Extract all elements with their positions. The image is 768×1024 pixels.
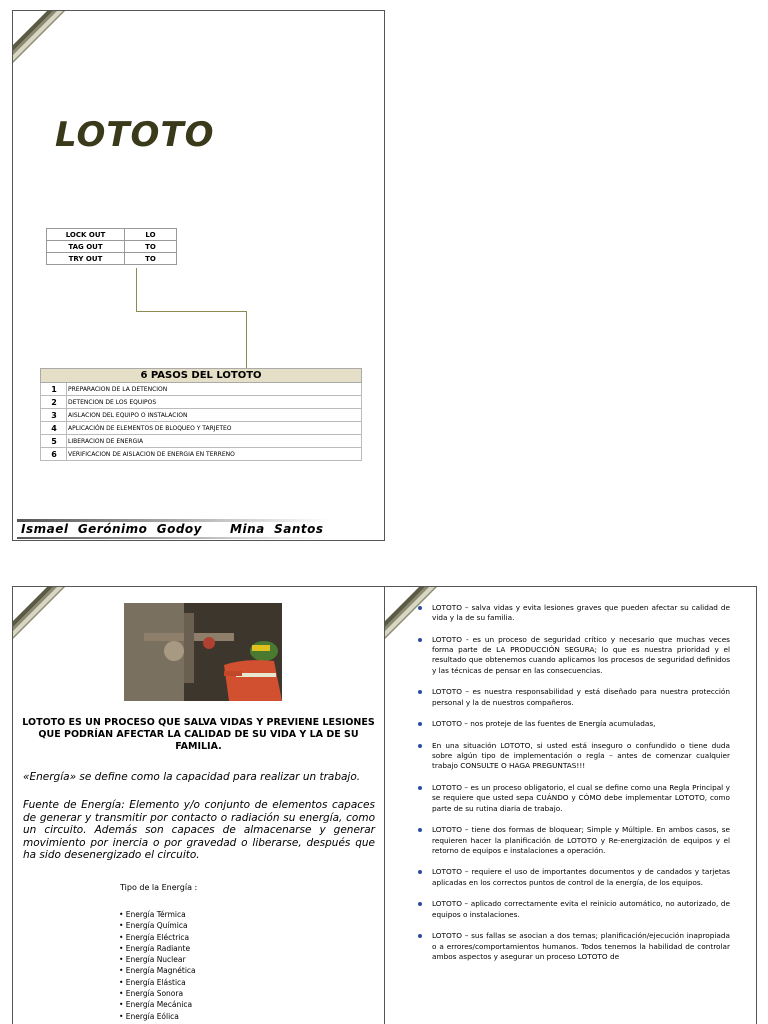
list-item: • Energía Sonora bbox=[119, 989, 184, 999]
lo-term: TRY OUT bbox=[47, 253, 125, 265]
table-row bbox=[41, 435, 362, 448]
connector-line bbox=[246, 311, 247, 368]
list-item: LOTOTO – tiene dos formas de bloquear; Simple y Múltiple. En ambos casos, se requieren hacer la planificación de LOTOTO y Re-energización de equipos y el retorno de equipos e instalaciones a operación. bbox=[432, 825, 730, 855]
connector-line bbox=[136, 268, 137, 312]
step-number: 5 bbox=[41, 435, 67, 448]
list-item: En una situación LOTOTO, si usted está inseguro o confundido o tiene duda sobre algún tipo de implementación o regla – antes de comenzar cualquier trabajo CONSULTE O HAGA PREGUNTAS!!! bbox=[432, 740, 730, 771]
lo-term: LOCK OUT bbox=[47, 229, 125, 241]
author-line: Ismael Gerónimo Godoy Mina Santos bbox=[21, 522, 324, 536]
list-item: LOTOTO – aplicado correctamente evita el reinicio automático, no autorizado, de equipos o instalaciones. bbox=[432, 899, 730, 919]
step-number: 2 bbox=[41, 396, 67, 409]
list-item: LOTOTO – es nuestra responsabilidad y está diseñado para nuestra protección personal y la de nuestros compañeros. bbox=[432, 687, 730, 707]
step-text: LIBERACION DE ENERGIA bbox=[67, 435, 362, 448]
steps-table bbox=[40, 368, 362, 461]
list-item: • Energía Química bbox=[119, 921, 188, 931]
steps-title: 6 PASOS DEL LOTOTO bbox=[41, 369, 362, 383]
list-item: • Energía Eólica bbox=[119, 1011, 179, 1021]
list-item: • Energía Radiante bbox=[119, 943, 191, 953]
connector-line bbox=[136, 311, 247, 312]
step-text: AISLACION DEL EQUIPO O INSTALACION bbox=[67, 409, 362, 422]
list-item: LOTOTO – sus fallas se asocian a dos temas; planificación/ejecución inapropiada o a errores/comportamientos humanos. Todos tenemos la habilidad de controlar ambos aspectos y asegurar un proceso LOTOTO de bbox=[432, 931, 730, 961]
lo-abbr: TO bbox=[125, 241, 177, 253]
table-row bbox=[41, 422, 362, 435]
photo-illustration-icon bbox=[124, 603, 282, 701]
list-item: LOTOTO – es un proceso obligatorio, el cual se define como una Regla Principal y se requiere que usted sepa CUÁNDO y CÓMO debe implementar LOTOTO, como parte de su rutina diaria de trabajo. bbox=[432, 783, 730, 813]
slide-2 bbox=[12, 586, 385, 1024]
step-number: 4 bbox=[41, 422, 67, 435]
table-row bbox=[41, 396, 362, 409]
table-row bbox=[41, 409, 362, 422]
list-item: • Energía Magnética bbox=[119, 966, 196, 976]
step-text: PREPARACION DE LA DETENCION bbox=[67, 383, 362, 396]
lo-abbr: LO bbox=[125, 229, 177, 241]
corner-decoration-icon bbox=[13, 587, 73, 647]
slide-title: LOTOTO bbox=[55, 115, 215, 155]
table-row bbox=[47, 229, 177, 241]
table-row bbox=[47, 241, 177, 253]
list-item: • Energía Nuclear bbox=[119, 955, 186, 965]
energy-types-list bbox=[119, 909, 196, 1022]
slide-heading: LOTOTO ES UN PROCESO QUE SALVA VIDAS Y PREVIENE LESIONES QUE PODRÍAN AFECTAR LA CALIDAD DE SU VIDA Y LA DE SU FAMILIA. bbox=[22, 717, 375, 752]
list-item: • Energía Térmica bbox=[119, 910, 186, 919]
energy-definition: «Energía» se define como la capacidad para realizar un trabajo. bbox=[23, 771, 361, 783]
list-item: • Energía Mecánica bbox=[119, 1000, 193, 1010]
slide-3 bbox=[384, 586, 757, 1024]
energy-types-title: Tipo de la Energía : bbox=[120, 883, 198, 892]
step-number: 1 bbox=[41, 383, 67, 396]
list-item: LOTOTO - es un proceso de seguridad crítico y necesario que muchas veces forma parte de LA PRODUCCIÓN SEGURA; lo que es nuestra prioridad y el resultado que obtenemos cuando aplicamos los procesos de seguridad definidos y las técnicas de pensar en las consecuencias. bbox=[432, 634, 730, 675]
slide-1 bbox=[12, 10, 385, 541]
step-text: VERIFICACION DE AISLACION DE ENERGIA EN TERRENO bbox=[67, 448, 362, 461]
step-number: 6 bbox=[41, 448, 67, 461]
corner-decoration-icon bbox=[13, 11, 73, 71]
lototo-bullet-list bbox=[432, 603, 730, 973]
lockout-table bbox=[46, 228, 177, 265]
list-item: LOTOTO – requiere el uso de importantes documentos y de candados y tarjetas aplicadas en los correctos puntos de control de la energía, de los equipos. bbox=[432, 867, 730, 887]
table-row bbox=[41, 448, 362, 461]
footer-bar bbox=[17, 537, 329, 539]
table-row bbox=[47, 253, 177, 265]
table-row bbox=[41, 383, 362, 396]
list-item: • Energía Elástica bbox=[119, 977, 186, 987]
worker-photo bbox=[124, 603, 282, 701]
list-item: • Energía Eléctrica bbox=[119, 932, 190, 942]
list-item: LOTOTO – nos proteje de las fuentes de Energía acumuladas, bbox=[432, 719, 730, 729]
lo-abbr: TO bbox=[125, 253, 177, 265]
step-text: APLICACIÓN DE ELEMENTOS DE BLOQUEO Y TARJETEO bbox=[67, 422, 362, 435]
energy-source-definition: Fuente de Energía: Elemento y/o conjunto de elementos capaces de generar y transmitir por contacto o radiación su energía, como un circuito. Además son capaces de almacenarse y generar movimiento por inercia o por gravedad o liberarse, después que ha sido desenergizado el circuito. bbox=[23, 799, 375, 861]
lo-term: TAG OUT bbox=[47, 241, 125, 253]
list-item: LOTOTO – salva vidas y evita lesiones graves que pueden afectar su calidad de vida y la de su familia. bbox=[432, 603, 730, 623]
step-number: 3 bbox=[41, 409, 67, 422]
step-text: DETENCION DE LOS EQUIPOS bbox=[67, 396, 362, 409]
